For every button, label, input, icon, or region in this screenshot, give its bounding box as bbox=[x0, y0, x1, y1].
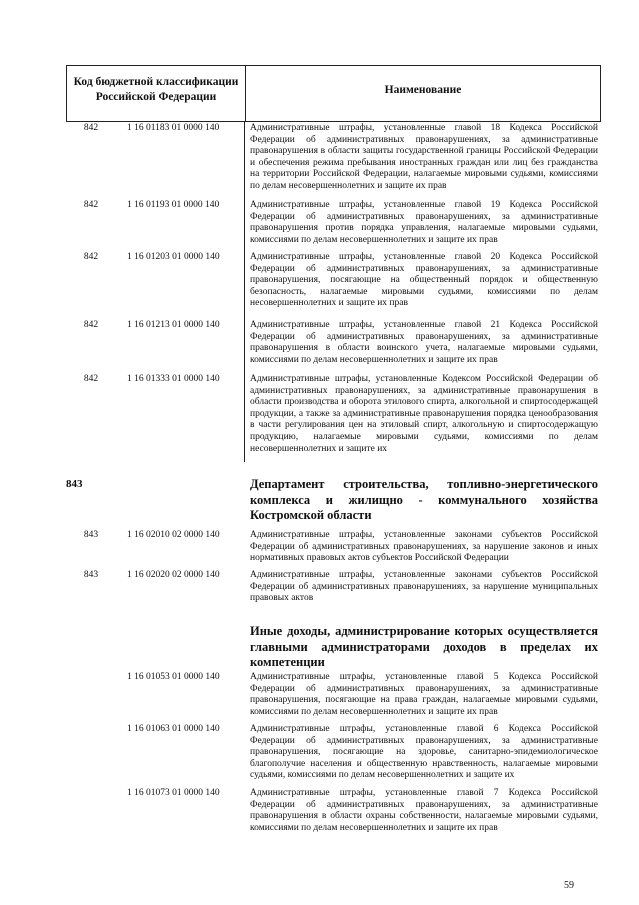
admin-code: 843 bbox=[83, 530, 99, 540]
row-description: Административные штрафы, установленные главой 18 Кодекса Российской Федерации об административных правонарушениях, за административные правонарушения в области защиты государственной границы Российской Федерации и обеспечения режима пребывания иностранных граждан или лиц без гражданства на территории Российской Федерации, налагаемые мировыми судьями, комиссиями по делам несовершеннолетних и защите их прав bbox=[250, 123, 598, 191]
budget-code: 1 16 02010 02 0000 140 bbox=[127, 530, 220, 540]
row-description: Административные штрафы, установленные главой 21 Кодекса Российской Федерации об административных правонарушениях, за административные правонарушения в области воинского учета, налагаемые мировыми судьями, комиссиями по делам несовершеннолетних и защите их прав bbox=[250, 320, 598, 365]
row-description: Административные штрафы, установленные законами субъектов Российской Федерации об административных правонарушениях, за нарушение муниципальных правовых актов bbox=[250, 570, 598, 604]
department-title: Департамент строительства, топливно-энергетического комплекса и жилищно - коммунального хозяйства Костромской области bbox=[250, 477, 598, 522]
budget-code: 1 16 01063 01 0000 140 bbox=[127, 724, 220, 734]
admin-code: 842 bbox=[83, 123, 99, 133]
budget-code: 1 16 01203 01 0000 140 bbox=[127, 252, 220, 262]
row-description: Административные штрафы, установленные главой 20 Кодекса Российской Федерации об административных правонарушениях, за административные правонарушения, посягающие на общественный порядок и общественную безопасность, налагаемые мировыми судьями, комиссиями по делам несовершеннолетних и защите их прав bbox=[250, 252, 598, 309]
row-description: Административные штрафы, установленные главой 6 Кодекса Российской Федерации об административных правонарушениях, за административные правонарушения, посягающие на здоровье, санитарно-эпидемиологическое благополучие населения и общественную нравственность, налагаемые мировыми судьями, комиссиями по делам несовершеннолетних и защите их bbox=[250, 724, 598, 781]
admin-code: 843 bbox=[83, 570, 99, 580]
row-description: Административные штрафы, установленные главой 19 Кодекса Российской Федерации об административных правонарушениях, за административные правонарушения против порядка управления, налагаемые мировыми судьями, комиссиями по делам несовершеннолетних и защите их прав bbox=[250, 200, 598, 245]
budget-code: 1 16 01333 01 0000 140 bbox=[127, 374, 220, 384]
page-number: 59 bbox=[564, 880, 574, 891]
admin-code: 842 bbox=[83, 252, 99, 262]
budget-code: 1 16 01053 01 0000 140 bbox=[127, 672, 220, 682]
budget-code: 1 16 02020 02 0000 140 bbox=[127, 570, 220, 580]
admin-code: 842 bbox=[83, 320, 99, 330]
header-name-column: Наименование bbox=[384, 84, 462, 96]
budget-code: 1 16 01073 01 0000 140 bbox=[127, 788, 220, 798]
section-title: Иные доходы, администрирование которых осуществляется главными администраторами доходов в пределах их компетенции bbox=[250, 624, 598, 669]
admin-code: 843 bbox=[66, 478, 83, 490]
row-description: Административные штрафы, установленные главой 7 Кодекса Российской Федерации об административных правонарушениях, за административные правонарушения в области охраны собственности, налагаемые мировыми судьями, комиссиями по делам несовершеннолетних и защите их прав bbox=[250, 788, 598, 833]
row-description: Административные штрафы, установленные Кодексом Российской Федерации об административных правонарушениях, за административные правонарушения в области производства и оборота этилового спирта, алкогольной и спиртосодержащей продукции, а также за административные правонарушения порядка ценообразования в части регулирования цен на этиловый спирт, алкогольную и спиртосодержащую продукцию, налагаемые мировыми судьями, комиссиями по делам несовершеннолетних и защите их bbox=[250, 374, 598, 454]
budget-code: 1 16 01183 01 0000 140 bbox=[127, 123, 220, 133]
budget-code: 1 16 01213 01 0000 140 bbox=[127, 320, 220, 330]
row-description: Административные штрафы, установленные законами субъектов Российской Федерации об административных правонарушениях, за нарушение законов и иных нормативных правовых актов субъектов Российской Федерации bbox=[250, 530, 598, 564]
budget-code: 1 16 01193 01 0000 140 bbox=[127, 200, 220, 210]
column-divider bbox=[244, 122, 245, 462]
admin-code: 842 bbox=[83, 374, 99, 384]
header-code-column: Код бюджетной классификации Российской Федерации bbox=[73, 76, 239, 103]
table-header bbox=[66, 65, 601, 122]
row-description: Административные штрафы, установленные главой 5 Кодекса Российской Федерации об административных правонарушениях, за административные правонарушения, посягающие на права граждан, налагаемые мировыми судьями, комиссиями по делам несовершеннолетних и защите их прав bbox=[250, 672, 598, 717]
admin-code: 842 bbox=[83, 200, 99, 210]
